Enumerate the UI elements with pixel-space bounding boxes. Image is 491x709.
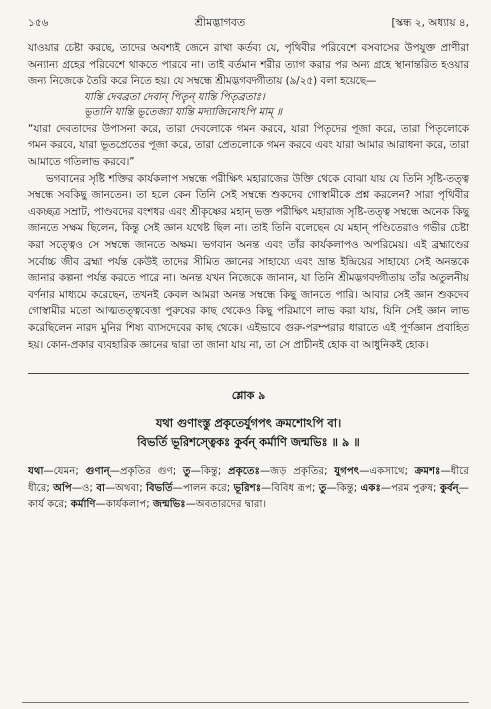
synonym-meaning: কার্যকলাপ; xyxy=(105,499,150,511)
page-number: ১৫৬ xyxy=(28,17,49,29)
synonym-word: একঃ xyxy=(360,482,381,494)
synonym-separator: — xyxy=(440,466,451,478)
synonym-separator: — xyxy=(185,499,196,511)
synonym-meaning: কিন্তু; xyxy=(200,466,222,478)
gita-quote-line-1: যান্তি দেবব্রতা দেবান্ পিতৄন্ যান্তি পিতৃব্রতাঃ। xyxy=(84,90,265,103)
synonym-separator: — xyxy=(259,466,271,478)
purport-paragraph-1: যাওয়ার চেষ্টা করছে, তাদের অবশ্যই জেনে রাখা কর্তব্য যে, পৃথিবীর পরিবেশে বসবাসের উপযুক্ত প্রাণীরা অন্যান্য গ্রহের পরিবেশে থাকতে পারবে না। তাই বর্তমান শরীর ত্যাগ করার পর অন্য গ্রহে স্থানান্তরিত হওয়ার জন্য নিজেকে তৈরি করে নিতে হয়। যে সম্বন্ধে শ্রীমদ্ভগবদ্গীতায় (৯/২৫) বলা হয়েছে— xyxy=(28,42,469,88)
synonym-separator: — xyxy=(109,466,120,478)
shloka-line-1: যথা গুণাংস্তু প্রকৃতের্যুগপৎ ক্রমশোঽপি বা। xyxy=(155,416,342,431)
synonym-word: তু xyxy=(182,466,191,478)
synonym-meaning: প্রকৃতির গুণ; xyxy=(119,466,177,478)
synonym-separator: — xyxy=(43,466,54,478)
synonym-word: কর্মাণি xyxy=(70,499,96,511)
synonym-meaning: জড় প্রকৃতির; xyxy=(270,466,328,478)
synonym-meaning: পরম পুরুষ; xyxy=(391,482,437,494)
purport-paragraph-3: ভগবানের সৃষ্টি শক্তির কার্যকলাপ সম্বন্ধে পরীক্ষিৎ মহারাজের উক্তি থেকে বোঝা যায় যে তিনি সৃষ্টি-তত্ত্ব সম্বন্ধে সবকিছু জানতেন। তা হলে কেন তিনি সেই সম্বন্ধে শুকদেব গোস্বামীকে প্রশ্ন করলেন? সারা পৃথিবীর একচ্ছত্র সম্রাট, পাণ্ডবদের বংশধর এবং শ্রীকৃষ্ণের মহান্ ভক্ত পরীক্ষিৎ মহারাজ সৃষ্টি-তত্ত্ব সম্বন্ধে অনেক কিছু জানতে সক্ষম ছিলেন, কিন্তু সেই জ্ঞান যথেষ্ট ছিল না। তাই তিনি বলেছেন যে মহান্ পণ্ডিতেরাও গভীর চেষ্টা করা সত্ত্বেও সে সম্বন্ধে জানতে অক্ষম। ভগবান অনন্ত এবং তাঁর কার্যকলাপও অপরিমেয়। এই ব্রহ্মাণ্ডের সর্বোচ্চ জীব ব্রহ্মা পর্যন্ত কেউই তাদের সীমিত জ্ঞানের সাহায্যে এবং ভ্রান্ত ইন্দ্রিয়ের সাহায্যে সেই অনন্তকে জানার কল্পনা পর্যন্ত করতে পারে না। অনন্ত যখন নিজেকে জানান, যা তিনি শ্রীমদ্ভগবদ্গীতায় তাঁর অতুলনীয় বর্ণনার মাধ্যমে করেছেন, তখনই কেবল আমরা অনন্ত সম্বন্ধে কিছু জানতে পারি। আবার সেই জ্ঞান শুকদেব গোস্বামীর মতো আত্মতত্ত্ববেত্তা পুরুষের কাছ থেকেও কিছু পরিমাণে লাভ করা যায়, যিনি সেই জ্ঞান লাভ করেছিলেন নারদ মুনির শিষ্য ব্যাসদেবের কাছ থেকে। এইভাবে গুরু-পরম্পরার ধারাতে এই পূর্ণজ্ঞান প্রবাহিত হয়। কোন-প্রকার ব্যবহারিক জ্ঞানের দ্বারা তা জানা যায় না, তা সে প্রাচীনই হোক বা আধুনিকই হোক। xyxy=(28,172,469,351)
synonym-word: অপি xyxy=(53,482,72,494)
synonym-word: ক্রমশঃ xyxy=(414,466,441,478)
synonym-word: বা xyxy=(96,482,105,494)
synonym-separator: — xyxy=(458,482,469,494)
synonym-word: কুর্বন্ xyxy=(439,482,459,494)
synonym-word: গুণান্ xyxy=(85,466,110,478)
purport-paragraph-2: “যারা দেবতাদের উপাসনা করে, তারা দেবলোকে গমন করবে, যারা পিতৃদের পূজা করে, তারা পিতৃলোকে গমন করবে, যারা ভূতপ্রেতের পূজা করে, তারা প্রেতলোকে গমন করবে এবং যারা আমার আরাধনা করে, তারা আমাতে গতিলাভ করবে।” xyxy=(28,122,469,168)
synonym-meaning: ধীরে ধীরে; xyxy=(28,466,469,494)
synonym-separator: — xyxy=(172,482,183,494)
synonym-word: যুগপৎ xyxy=(334,466,360,478)
synonym-separator: — xyxy=(359,466,370,478)
shloka-verse xyxy=(28,414,469,452)
chapter-reference: [স্কন্ধ ২, অধ্যায় ৪, xyxy=(391,17,469,29)
synonym-meaning: কার্য করে; xyxy=(28,499,68,511)
bottom-rule xyxy=(22,702,469,703)
book-title: শ্রীমদ্ভাগবত xyxy=(194,16,246,29)
shloka-line-2: বিভর্তি ভূরিশস্ত্বেকঃ কুর্বন্ কর্মাণি জন্মভিঃ ॥ ৯ ॥ xyxy=(137,435,360,450)
synonym-meaning: পালন করে; xyxy=(182,482,231,494)
page-header xyxy=(28,14,469,30)
synonym-separator: — xyxy=(261,482,272,494)
synonym-separator: — xyxy=(71,482,83,494)
section-divider xyxy=(28,373,469,374)
synonym-meaning: অথবা; xyxy=(115,482,143,494)
synonym-word: যথা xyxy=(28,466,44,478)
synonym-word: জন্মভিঃ xyxy=(152,499,186,511)
synonym-word: ভূরিশঃ xyxy=(233,482,262,494)
synonym-meaning: কিন্তু; xyxy=(336,482,358,494)
synonym-meaning: একসাথে; xyxy=(369,466,409,478)
synonym-word: প্রকৃতেঃ xyxy=(228,466,260,478)
shloka-heading: শ্লোক ৯ xyxy=(231,389,266,403)
synonym-meaning: যেমন; xyxy=(53,466,79,478)
synonym-separator: — xyxy=(380,482,392,494)
gita-quote-line-2: ভূতানি যান্তি ভূতেজ্যা যান্তি মদ্যাজিনোঽপি মাম্ ॥ xyxy=(84,106,283,119)
synonym-meaning: ও; xyxy=(82,482,93,494)
synonym-word: বিভর্তি xyxy=(146,482,173,494)
word-synonyms xyxy=(28,464,469,514)
synonym-meaning: অবতারদের দ্বারা। xyxy=(195,499,267,511)
synonym-word: তু xyxy=(318,482,327,494)
synonym-separator: — xyxy=(326,482,337,494)
synonym-separator: — xyxy=(95,499,106,511)
synonym-separator: — xyxy=(104,482,116,494)
synonym-separator: — xyxy=(190,466,201,478)
synonym-meaning: বিবিধ রূপ; xyxy=(271,482,316,494)
